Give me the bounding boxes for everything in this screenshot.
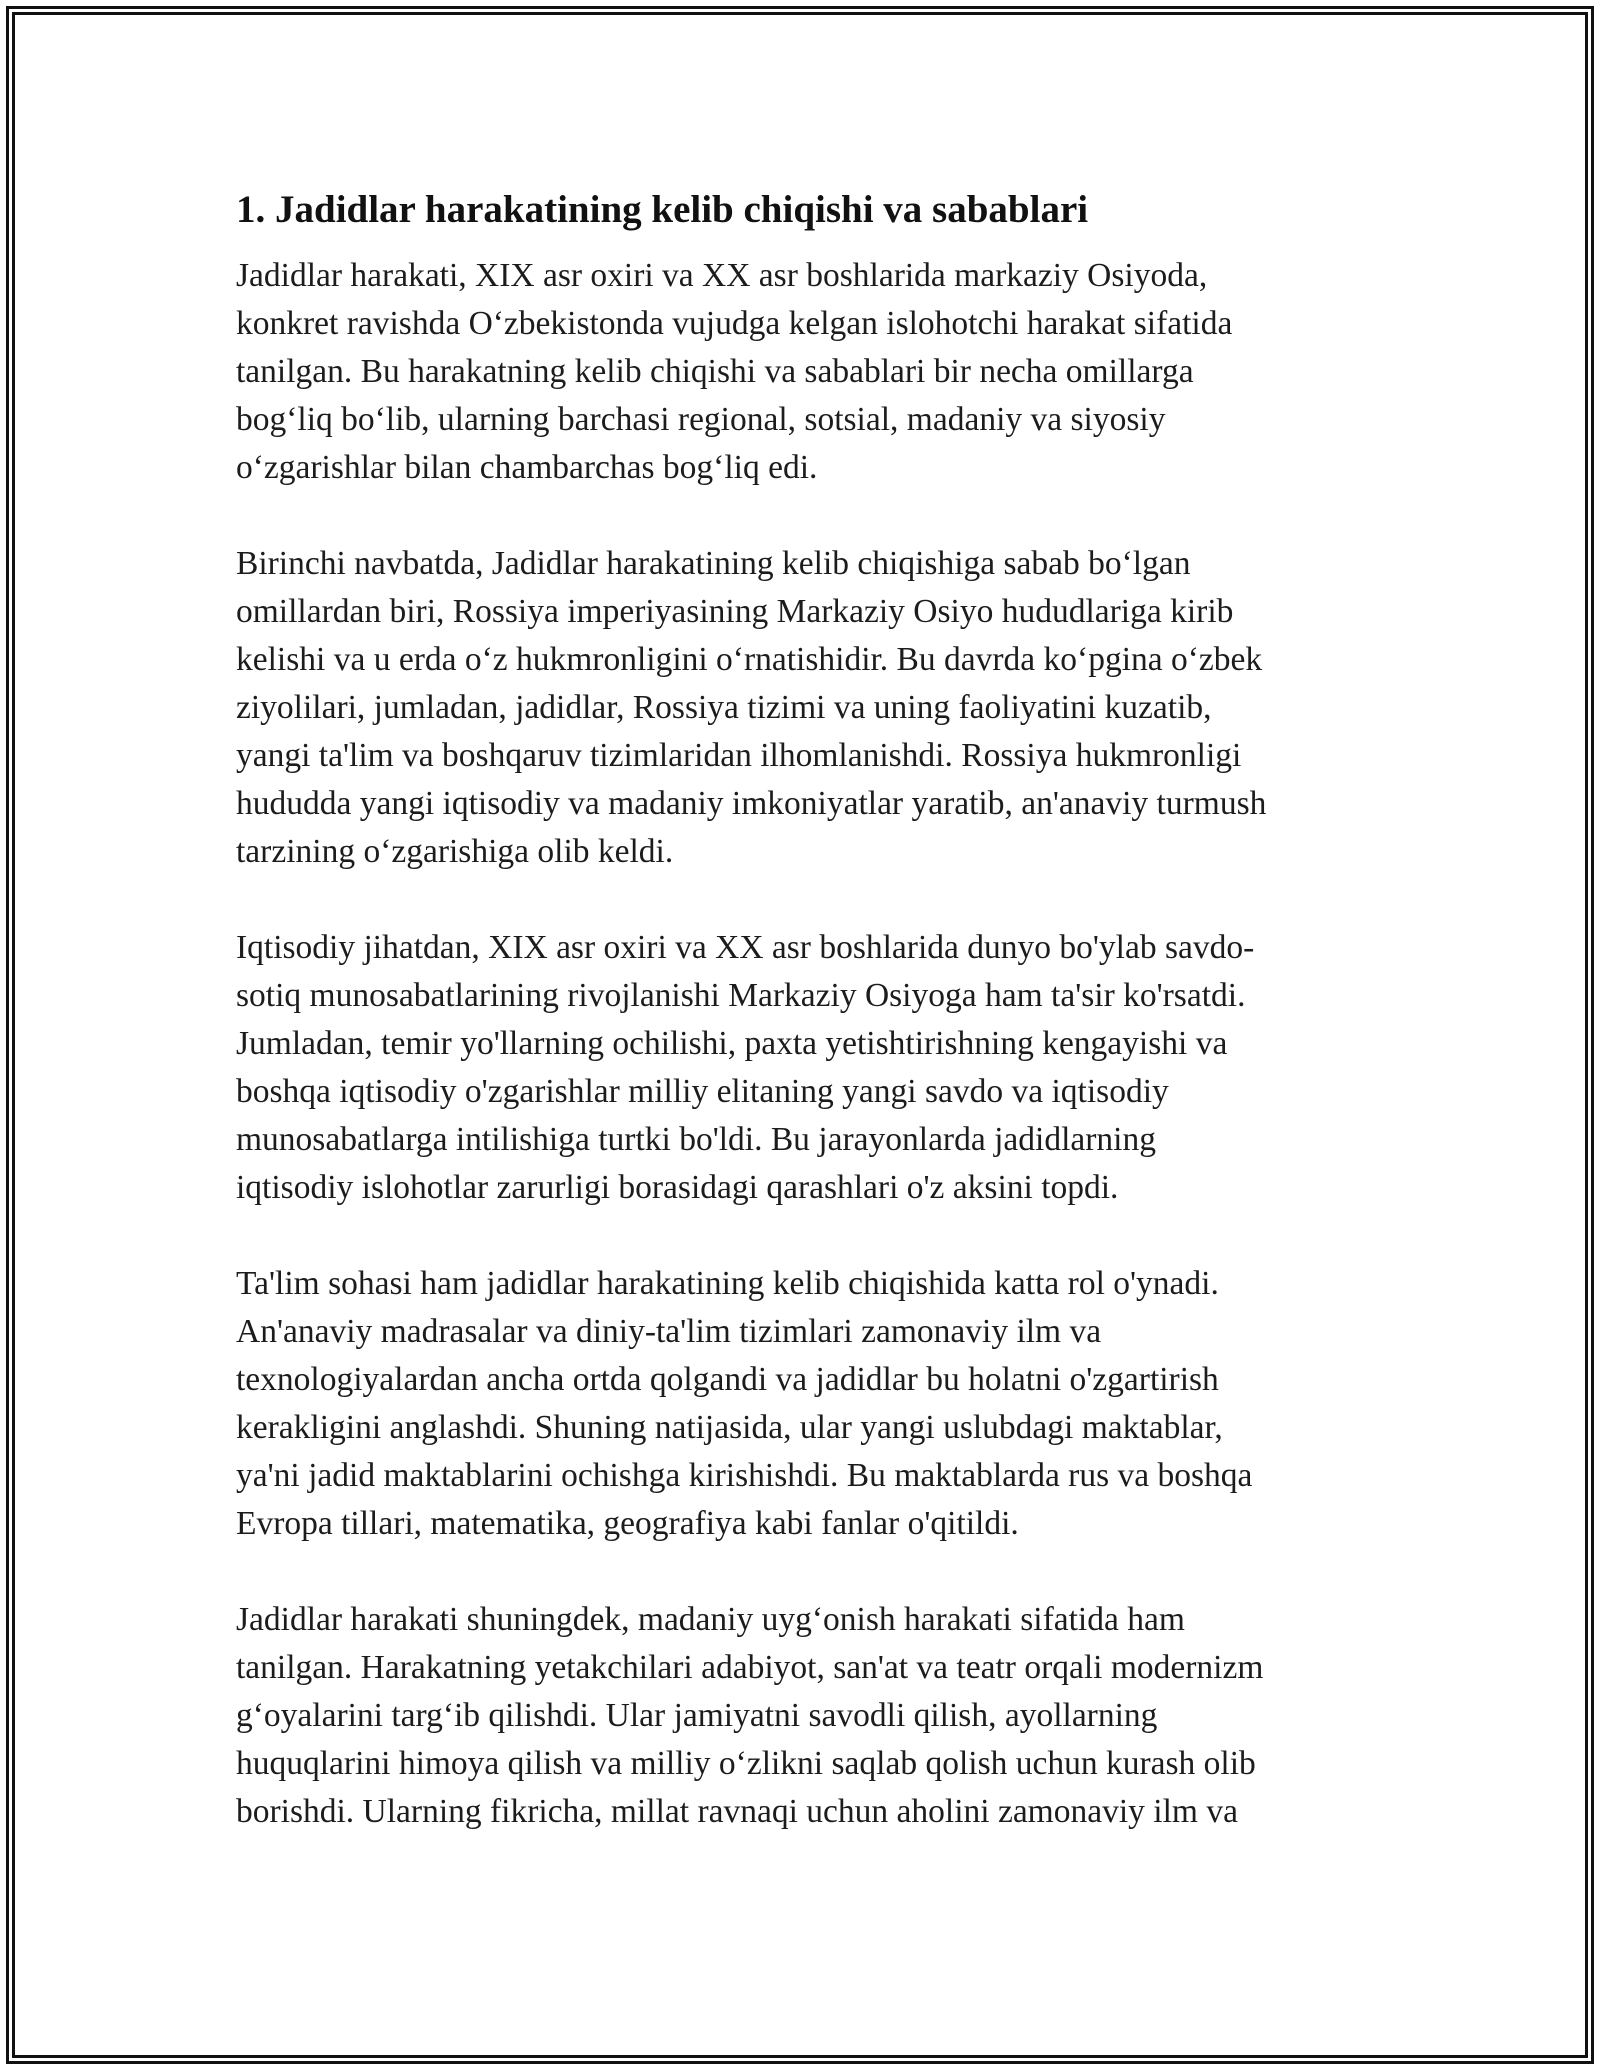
text-line: An'anaviy madrasalar va diniy-ta'lim tizimlari zamonaviy ilm va — [236, 1313, 1102, 1350]
text-line: kelishi va u erda o‘z hukmronligini o‘rnatishidir. Bu davrda ko‘pgina o‘zbek — [236, 641, 1263, 678]
text-line: ziyolilari, jumladan, jadidlar, Rossiya tizimi va uning faoliyatini kuzatib, — [236, 689, 1212, 726]
text-line: yangi ta'lim va boshqaruv tizimlaridan ilhomlanishdi. Rossiya hukmronligi — [236, 737, 1242, 774]
section-heading: 1. Jadidlar harakatining kelib chiqishi va sabablari — [236, 188, 1089, 231]
paragraph-3 — [236, 924, 1376, 1212]
text-line: o‘zgarishlar bilan chambarchas bog‘liq edi. — [236, 449, 818, 486]
text-line: bog‘liq bo‘lib, ularning barchasi regional, sotsial, madaniy va siyosiy — [236, 401, 1166, 438]
text-line: kerakligini anglashdi. Shuning natijasida, ular yangi uslubdagi maktablar, — [236, 1409, 1223, 1446]
text-line: tanilgan. Bu harakatning kelib chiqishi va sabablari bir necha omillarga — [236, 353, 1194, 390]
text-line: Evropa tillari, matematika, geografiya kabi fanlar o'qitildi. — [236, 1505, 1019, 1542]
text-line: huquqlarini himoya qilish va milliy o‘zlikni saqlab qolish uchun kurash olib — [236, 1745, 1256, 1782]
text-line: Jumladan, temir yo'llarning ochilishi, paxta yetishtirishning kengayishi va — [236, 1025, 1228, 1062]
paragraph-1 — [236, 252, 1376, 492]
text-line: iqtisodiy islohotlar zarurligi borasidagi qarashlari o'z aksini topdi. — [236, 1169, 1119, 1206]
text-line: ya'ni jadid maktablarini ochishga kirishishdi. Bu maktablarda rus va boshqa — [236, 1457, 1253, 1494]
text-line: konkret ravishda O‘zbekistonda vujudga kelgan islohotchi harakat sifatida — [236, 305, 1233, 342]
text-line: Ta'lim sohasi ham jadidlar harakatining kelib chiqishida katta rol o'ynadi. — [236, 1265, 1219, 1302]
document-body — [236, 186, 1376, 1884]
paragraph-4 — [236, 1260, 1376, 1548]
text-line: Iqtisodiy jihatdan, XIX asr oxiri va XX asr boshlarida dunyo bo'ylab savdo- — [236, 929, 1255, 966]
text-line: munosabatlarga intilishiga turtki bo'ldi. Bu jarayonlarda jadidlarning — [236, 1121, 1156, 1158]
text-line: texnologiyalardan ancha ortda qolgandi va jadidlar bu holatni o'zgartirish — [236, 1361, 1219, 1398]
paragraph-5 — [236, 1596, 1376, 1836]
text-line: Jadidlar harakati shuningdek, madaniy uyg‘onish harakati sifatida ham — [236, 1601, 1185, 1638]
text-line: sotiq munosabatlarining rivojlanishi Markaziy Osiyoga ham ta'sir ko'rsatdi. — [236, 977, 1246, 1014]
text-line: omillardan biri, Rossiya imperiyasining Markaziy Osiyo hududlariga kirib — [236, 593, 1234, 630]
text-line: tarzining o‘zgarishiga olib keldi. — [236, 833, 674, 870]
text-line: Birinchi navbatda, Jadidlar harakatining kelib chiqishiga sabab bo‘lgan — [236, 545, 1191, 582]
text-line: tanilgan. Harakatning yetakchilari adabiyot, san'at va teatr orqali modernizm — [236, 1649, 1264, 1686]
text-line: Jadidlar harakati, XIX asr oxiri va XX asr boshlarida markaziy Osiyoda, — [236, 257, 1208, 294]
paragraph-2 — [236, 540, 1376, 876]
text-line: hududda yangi iqtisodiy va madaniy imkoniyatlar yaratib, an'anaviy turmush — [236, 785, 1267, 822]
text-line: borishdi. Ularning fikricha, millat ravnaqi uchun aholini zamonaviy ilm va — [236, 1793, 1238, 1830]
text-line: boshqa iqtisodiy o'zgarishlar milliy elitaning yangi savdo va iqtisodiy — [236, 1073, 1169, 1110]
text-line: g‘oyalarini targ‘ib qilishdi. Ular jamiyatni savodli qilish, ayollarning — [236, 1697, 1158, 1734]
